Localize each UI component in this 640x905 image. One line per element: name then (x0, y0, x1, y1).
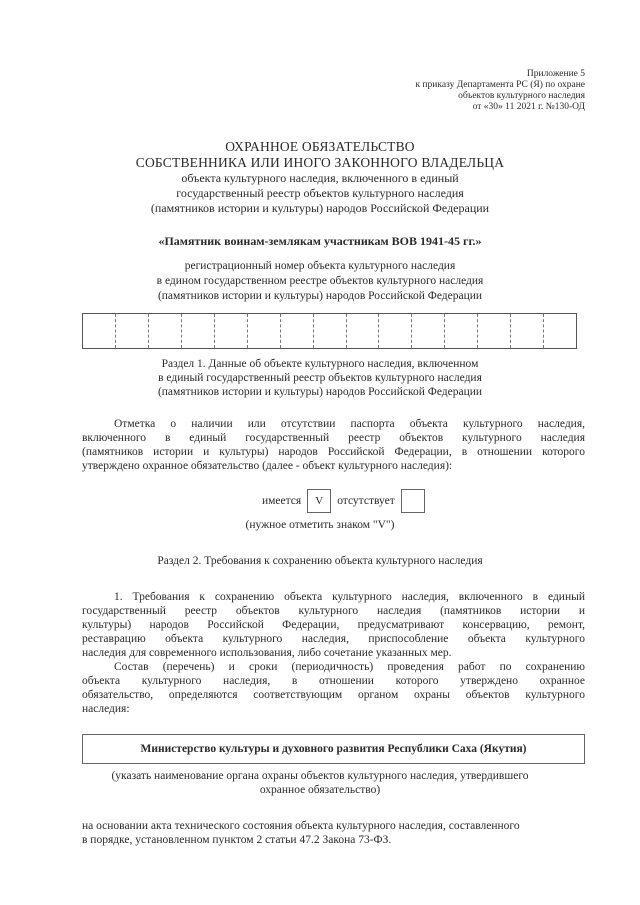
grid-cell (281, 314, 314, 348)
paragraph-line: культуры) народов Российской Федерации, предусматривают консервацию, ремонт, (82, 619, 585, 631)
title-line: ОХРАННОЕ ОБЯЗАТЕЛЬСТВО (225, 139, 415, 154)
grid-cell (83, 314, 116, 348)
grid-cell (445, 314, 478, 348)
grid-cell (347, 314, 380, 348)
registration-line: (памятников истории и культуры) народов Российской Федерации (157, 290, 483, 302)
registration-line: в едином государственном реестре объектов культурного наследия (156, 275, 484, 287)
registration-caption (60, 259, 580, 304)
passport-mark-row (262, 487, 431, 515)
basis-paragraph (82, 819, 585, 847)
grid-cell (478, 314, 511, 348)
appendix-line: объектов культурного наследия (458, 91, 585, 101)
requirements-paragraph (82, 590, 585, 660)
document-subtitle (60, 171, 580, 216)
grid-cell (215, 314, 248, 348)
paragraph-line: объекта культурного наследия, в отношении которого утверждено охранное (82, 675, 585, 687)
document-title (60, 139, 580, 171)
absent-label: отсутствует (337, 495, 395, 507)
paragraph-line: на основании акта технического состояния объекта культурного наследия, составленного (82, 820, 520, 832)
grid-cell (116, 314, 149, 348)
grid-cell (182, 314, 215, 348)
grid-cell (379, 314, 412, 348)
organization-note (60, 769, 580, 797)
absent-checkbox[interactable] (401, 489, 425, 513)
paragraph-line: в порядке, установленном пунктом 2 статьи 47.2 Закона 73-ФЗ. (82, 834, 392, 846)
organization-note-line: (указать наименование органа охраны объектов культурного наследия, утвердившего (111, 770, 529, 782)
paragraph-line: наследия для современного использования, либо сочетание указанных мер. (82, 647, 452, 659)
title-line: СОБСТВЕННИКА ИЛИ ИНОГО ЗАКОННОГО ВЛАДЕЛЬЦА (135, 155, 505, 170)
paragraph-line: Состав (перечень) и сроки (периодичность) проведения работ по сохранению (114, 661, 585, 673)
paragraph-line: (памятников истории и культуры) народов Российской Федерации, в отношении которого (82, 446, 585, 458)
grid-cell (511, 314, 544, 348)
organization-note-line: охранное обязательство) (259, 784, 381, 796)
subtitle-line: государственный реестр объектов культурного наследия (176, 186, 464, 200)
paragraph-line: реставрацию объекта культурного наследия, приспособление объекта культурного (82, 633, 585, 645)
registration-line: регистрационный номер объекта культурного наследия (184, 260, 456, 272)
section-1-line: (памятников истории и культуры) народов Российской Федерации (157, 386, 483, 398)
appendix-block (325, 69, 585, 113)
section-1-heading (60, 357, 580, 399)
registration-number-grid (82, 313, 577, 349)
has-label: имеется (262, 495, 302, 507)
section-1-line: в единый государственный реестр объектов культурного наследия (158, 372, 482, 384)
subtitle-line: объекта культурного наследия, включенного в единый (181, 171, 459, 185)
grid-cell (544, 314, 576, 348)
organization-field[interactable]: Министерство культуры и духовного развития Республики Саха (Якутия) (82, 734, 585, 764)
section-1-line: Раздел 1. Данные об объекте культурного наследия, включенном (161, 358, 479, 370)
grid-cell (248, 314, 281, 348)
grid-cell (412, 314, 445, 348)
paragraph-line: наследия: (82, 703, 130, 715)
subtitle-line: (памятников истории и культуры) народов Российской Федерации (150, 201, 490, 215)
appendix-line: от «30» 11 2021 г. №130-ОД (472, 102, 585, 112)
passport-paragraph (82, 417, 585, 473)
monument-name: «Памятник воинам-землякам участникам ВОВ 1941-45 гг.» (158, 234, 482, 248)
paragraph-line: включенного в единый государственный реестр объектов культурного наследия (82, 432, 585, 444)
appendix-line: к приказу Департамента РС (Я) по охране (415, 80, 585, 90)
paragraph-line: утверждено охранное обязательство (далее - объект культурного наследия): (82, 460, 453, 472)
works-paragraph (82, 660, 585, 716)
appendix-line: Приложение 5 (526, 69, 585, 79)
paragraph-line: Отметка о наличии или отсутствии паспорта объекта культурного наследия, (114, 418, 585, 430)
paragraph-line: государственный реестр объектов культурного наследия (памятников истории и (82, 605, 585, 617)
paragraph-line: обязательство, определяются соответствующим органом охраны объектов культурного (82, 689, 585, 701)
grid-cell (314, 314, 347, 348)
grid-cell (149, 314, 182, 348)
paragraph-line: 1. Требования к сохранению объекта культурного наследия, включенного в единый (114, 591, 585, 603)
section-2-heading: Раздел 2. Требования к сохранению объекта культурного наследия (157, 555, 483, 567)
has-checkbox[interactable]: V (307, 489, 331, 513)
mark-note: (нужное отметить знаком "V") (245, 519, 395, 531)
